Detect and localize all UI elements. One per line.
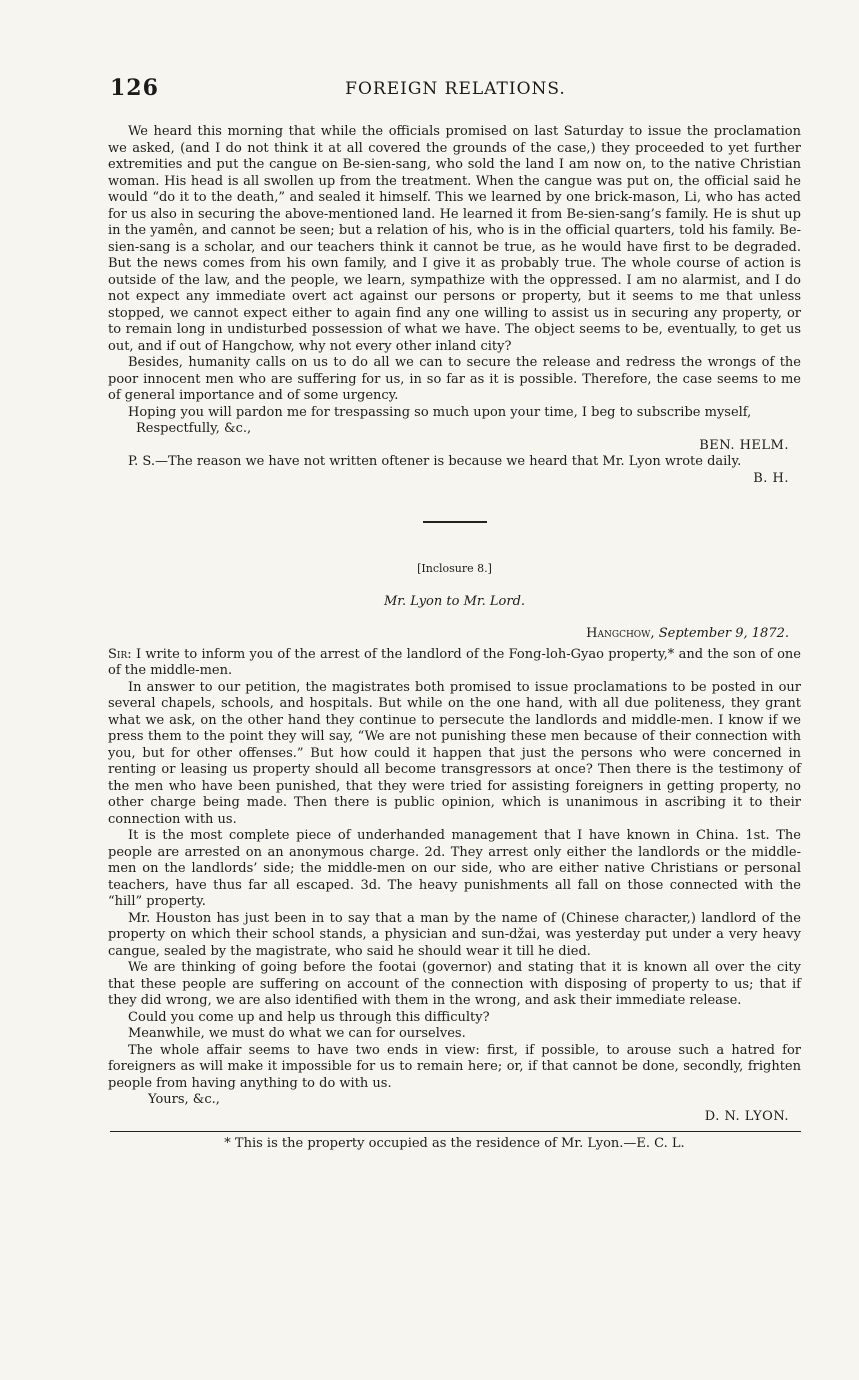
page-body: [108, 124, 801, 1153]
footnote-rule: [110, 1131, 801, 1132]
dateline-date: September 9, 1872.: [658, 626, 789, 641]
letter2-opening-text: I write to inform you of the arrest of the landlord of the Fong-loh-Gyao property,* and the son of one of the middle-men.: [108, 646, 801, 678]
footnote: * This is the property occupied as the residence of Mr. Lyon.—E. C. L.: [224, 1136, 685, 1151]
letter2-paragraph-5: We are thinking of going before the footai (governor) and stating that it is known all over the city that these people are suffering on account of the connection with disposing of property to us; that if they did wrong, we are also identified with them in the wrong, and ask their immediate release.: [108, 960, 801, 1008]
letter1-paragraph-3: Hoping you will pardon me for trespassing so much upon your time, I beg to subscribe myself,: [128, 404, 752, 420]
letter2-paragraph-1: [108, 647, 801, 680]
letter1-paragraph-1: We heard this morning that while the officials promised on last Saturday to issue the proclamation we asked, (and I do not think it at all covered the grounds of the case,) they proceeded to yet further extremities and put the cangue on Be-sien-sang, who sold the land I am now on, to the native Christian woman. His head is all swollen up from the treatment. When the cangue was put on, the official said he would “do it to the death,” and sealed it himself. This we learned by one brick-mason, Li, who has acted for us also in securing the above-mentioned land. He learned it from Be-sien-sang’s family. He is shut up in the yamên, and cannot be seen; but a relation of his, who is in the official quarters, told his family. Be-sien-sang is a scholar, and our teachers think it cannot be true, as he would have first to be degraded. But the news comes from his own family, and I give it as probably true. The whole course of action is outside of the law, and the people, we learn, sympathize with the oppressed. I am no alarmist, and I do not expect any immediate overt act against our persons or property, but it seems to me that unless stopped, we cannot expect either to again find any one willing to assist us in securing any property, or to remain long in undisturbed possession of what we have. The object seems to be, eventually, to get us out, and if out of Hangchow, why not every other inland city?: [108, 124, 801, 354]
letter1-postscript-initials: B. H.: [753, 470, 789, 486]
letter2-paragraph-3: It is the most complete piece of underhanded management that I have known in China. 1st. The people are arrested on an anonymous charge. 2d. They arrest only either the landlords or the middle-men on the landlords’ side; the middle-men on our side, who are either native Christians or personal teachers, have thus far all escaped. 3d. The heavy punishments all fall on those connected with the “hill” property.: [108, 828, 801, 909]
letter2-title: Mr. Lyon to Mr. Lord.: [383, 593, 526, 609]
page-header: [110, 75, 801, 105]
letter1-postscript: P. S.—The reason we have not written oftener is because we heard that Mr. Lyon wrote daily.: [128, 454, 742, 469]
letter1-paragraph-2: Besides, humanity calls on us to do all we can to secure the release and redress the wrongs of the poor innocent men who are suffering for us, in so far as it is possible. Therefore, the case seems to me of general importance and of some urgency.: [108, 355, 801, 403]
letter2-paragraph-8: The whole affair seems to have two ends in view: first, if possible, to arouse such a hatred for foreigners as will make it impossible for us to remain here; or, if that cannot be done, secondly, frighten people from having anything to do with us.: [108, 1042, 801, 1091]
letter2-salutation: Sir:: [108, 646, 132, 662]
dateline-place: Hangchow,: [586, 626, 655, 641]
letter1-signature: BEN. HELM.: [699, 437, 789, 453]
letter2-closing: Yours, &c.,: [148, 1092, 220, 1107]
letter2-paragraph-7: Meanwhile, we must do what we can for ourselves.: [128, 1026, 466, 1041]
letter2-paragraph-6: Could you come up and help us through this difficulty?: [128, 1009, 490, 1025]
inclosure-label: [Inclosure 8.]: [417, 562, 492, 575]
section-divider: [423, 521, 487, 523]
running-head: FOREIGN RELATIONS.: [345, 79, 566, 99]
letter2-paragraph-4: Mr. Houston has just been in to say that a man by the name of (Chinese character,) landlord of the property on which their school stands, a physician and sun-džai, was yesterday put under a very heavy cangue, sealed by the magistrate, who said he should wear it till he died.: [108, 910, 801, 959]
page-number: 126: [110, 75, 159, 101]
letter2-signature: D. N. LYON.: [704, 1108, 789, 1124]
letter2-paragraph-2: In answer to our petition, the magistrates both promised to issue proclamations to be posted in our several chapels, schools, and hospitals. But while on the one hand, with all due politeness, they grant what we ask, on the other hand they continue to persecute the landlords and middle-men. I know if we press them to the point they will say, “We are not punishing these men because of their connection with you, but for other offenses.” But how could it happen that just the persons who were concerned in renting or leasing us property should all become transgressors at once? Then there is the testimony of the men who have been punished, that they were tried for assisting foreigners in getting property, no other charge being made. Then there is public opinion, which is unanimous in ascribing it to their connection with us.: [108, 679, 801, 827]
letter2-dateline: [108, 626, 789, 643]
letter1-closing: Respectfully, &c.,: [136, 421, 252, 436]
